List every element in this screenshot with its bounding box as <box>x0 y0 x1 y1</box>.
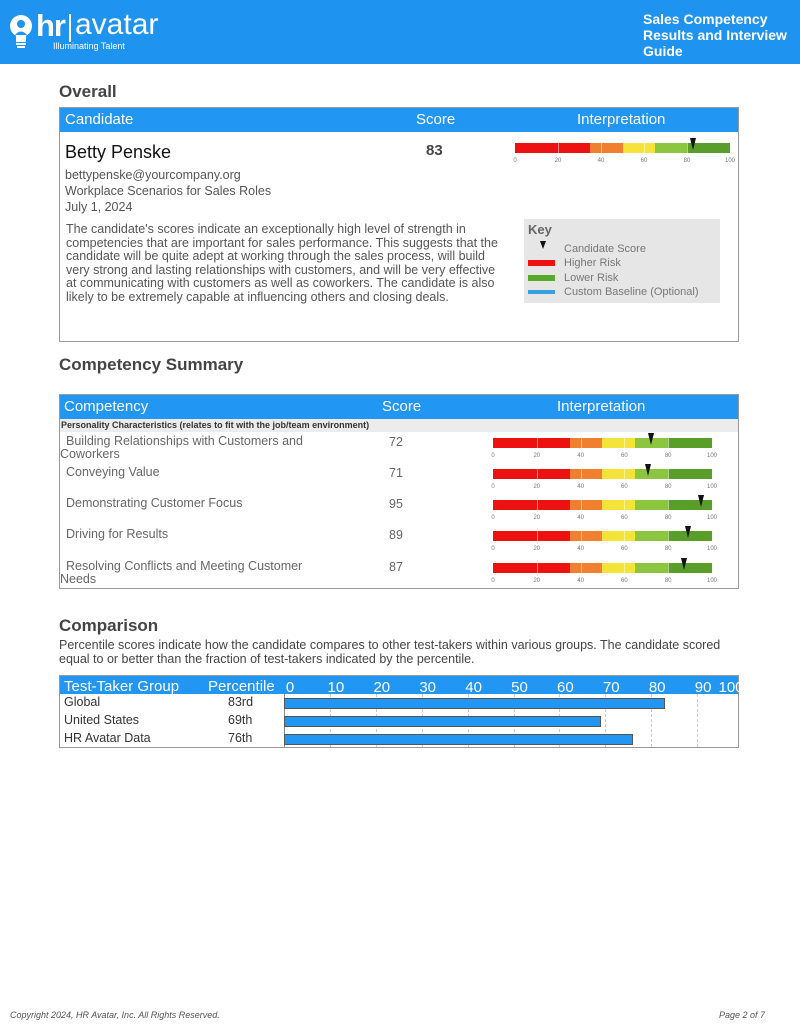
gauge-tick-label: 20 <box>533 515 541 521</box>
column-score: Score <box>416 111 456 128</box>
gauge-band <box>570 531 603 541</box>
gauge-tick <box>537 469 538 479</box>
gauge-tick-label: 100 <box>706 546 718 552</box>
gauge-tick-label: 0 <box>491 546 495 552</box>
gauge-tick-label: 60 <box>621 484 628 490</box>
page-header <box>0 0 800 64</box>
gauge-tick-label: 60 <box>621 515 628 521</box>
overall-box <box>59 107 739 342</box>
competency-score: 87 <box>389 560 403 574</box>
logo-tagline: Illuminating Talent <box>53 41 125 51</box>
percentile-axis-label: 30 <box>419 679 437 696</box>
percentile-axis-label: 50 <box>511 679 528 696</box>
competency-score: 72 <box>389 435 403 449</box>
gauge-tick-label: 20 <box>533 453 541 459</box>
percentile-axis-label: 90 <box>694 679 712 696</box>
comparison-table-header <box>60 676 744 696</box>
gauge-band <box>635 469 668 479</box>
competency-score: 95 <box>389 497 403 511</box>
overall-section-title: Overall <box>59 82 117 101</box>
competency-name: Demonstrating Customer Focus <box>66 496 243 510</box>
gauge-tick <box>537 563 538 573</box>
percentile-axis-label: 80 <box>648 679 666 696</box>
percentile-bar <box>284 716 601 727</box>
gauge-bar <box>493 531 712 541</box>
gauge-tick-label: 60 <box>640 158 648 164</box>
percentile-axis-label: 20 <box>373 679 391 696</box>
competency-table-header <box>60 395 738 419</box>
percentile-axis-label: 0 <box>285 679 295 696</box>
gauge-band <box>493 500 570 510</box>
gauge-band <box>570 500 603 510</box>
gauge-tick-label: 80 <box>664 484 672 490</box>
gauge-band <box>668 438 712 448</box>
gauge-bar <box>493 469 712 479</box>
competency-name: Driving for Results <box>66 527 169 541</box>
gauge-band <box>668 500 712 510</box>
competency-name: Conveying Value <box>66 465 160 479</box>
gauge-tick <box>624 531 625 541</box>
percentile-gridline <box>697 694 698 747</box>
gauge-tick <box>624 500 625 510</box>
score-marker <box>645 464 651 476</box>
gauge-tick-label: 20 <box>554 158 562 164</box>
gauge-tick-label: 0 <box>491 515 495 521</box>
gauge-band <box>602 563 635 573</box>
gauge-tick <box>537 438 538 448</box>
percentile-axis-label: 100 <box>718 679 744 696</box>
competency-score: 89 <box>389 528 403 542</box>
key-lower-risk: Lower Risk <box>564 272 619 284</box>
gauge-tick <box>581 500 582 510</box>
gauge-band <box>590 143 622 153</box>
gauge-tick-label: 0 <box>513 158 517 164</box>
candidate-score: 83 <box>426 142 443 159</box>
gauge-band <box>493 531 570 541</box>
logo-avatar-text: avatar <box>75 8 159 41</box>
percentile-axis-label: 60 <box>557 679 574 696</box>
key-title: Key <box>528 222 552 237</box>
custom-baseline-swatch <box>528 290 555 294</box>
test-taker-group: HR Avatar Data <box>64 731 151 745</box>
gauge-tick-label: 40 <box>577 546 584 552</box>
hr-avatar-logo <box>6 8 159 56</box>
competency-box <box>59 394 739 589</box>
gauge-tick <box>644 143 645 153</box>
lower-risk-swatch <box>528 275 555 281</box>
gauge-tick-label: 100 <box>706 484 718 490</box>
overall-interpretation-text: The candidate's scores indicate an exceptionally high level of strength in competencies that are important for sales performance. This suggests that the candidate will be quite adept at working through the sales process, will build very strong and lasting relationships with customers, and will be very effective at communicating with customers as well as coworkers. The candidate is also likely to be extremely capable at influencing others and closing deals. <box>66 222 498 304</box>
percentile-axis-label: 70 <box>602 679 620 696</box>
score-marker <box>681 558 687 570</box>
gauge-tick-label: 80 <box>664 515 672 521</box>
gauge-bar <box>493 563 712 573</box>
gauge-tick-label: 40 <box>597 158 605 164</box>
gauge-band <box>602 469 635 479</box>
gauge-tick-label: 40 <box>577 578 584 584</box>
higher-risk-swatch <box>528 260 555 266</box>
gauge-band <box>570 563 603 573</box>
percentile-value: 83rd <box>228 695 254 709</box>
competency-name: Resolving Conflicts and Meeting Customer Needs <box>60 559 303 586</box>
gauge-tick <box>581 531 582 541</box>
competency-section-title: Competency Summary <box>59 355 244 374</box>
gauge-tick-label: 100 <box>706 453 718 459</box>
gauge-tick <box>537 500 538 510</box>
gauge-tick-label: 80 <box>664 453 672 459</box>
gauge-tick-label: 60 <box>621 578 628 584</box>
key-higher-risk: Higher Risk <box>564 257 621 269</box>
gauge-band <box>635 563 668 573</box>
gauge-band <box>493 563 570 573</box>
legend-key <box>524 219 720 303</box>
competency-group-header <box>60 419 738 432</box>
column-competency: Competency <box>64 398 149 415</box>
gauge-bar <box>515 143 730 153</box>
gauge-bar <box>493 500 712 510</box>
copyright-footer: Copyright 2024, HR Avatar, Inc. All Rights Reserved. <box>10 1010 220 1020</box>
gauge-band <box>602 531 635 541</box>
document-title: Sales Competency Results and Interview Guide <box>643 11 787 59</box>
gauge-band <box>635 531 668 541</box>
comparison-description: Percentile scores indicate how the candidate compares to other test-takers within various groups. The candidate scored equal to or better than the fraction of test-takers indicated by the percentile. <box>59 638 721 666</box>
gauge-band <box>655 143 687 153</box>
candidate-email: bettypenske@yourcompany.org <box>65 168 241 182</box>
competency-score: 71 <box>389 466 403 480</box>
gauge-tick-label: 20 <box>533 484 541 490</box>
gauge-band <box>493 469 570 479</box>
gauge-tick-label: 80 <box>664 578 672 584</box>
page-number: Page 2 of 7 <box>719 1010 766 1020</box>
score-marker <box>690 138 696 150</box>
overall-table-header <box>60 108 738 132</box>
gauge-band <box>668 469 712 479</box>
gauge-tick-label: 100 <box>706 578 718 584</box>
column-percentile: Percentile <box>208 678 275 695</box>
gauge-tick <box>537 531 538 541</box>
column-interpretation: Interpretation <box>557 398 646 415</box>
gauge-tick-label: 60 <box>621 546 628 552</box>
score-marker <box>648 433 654 445</box>
column-score: Score <box>382 398 422 415</box>
gauge-tick <box>581 469 582 479</box>
gauge-tick <box>687 143 688 153</box>
gauge-tick <box>668 469 669 479</box>
percentile-bar <box>284 734 633 745</box>
gauge-tick-label: 100 <box>724 158 736 164</box>
gauge-tick-label: 0 <box>491 578 495 584</box>
gauge-band <box>602 500 635 510</box>
gauge-tick <box>668 531 669 541</box>
gauge-tick <box>581 438 582 448</box>
gauge-tick <box>601 143 602 153</box>
gauge-tick-label: 40 <box>577 484 584 490</box>
gauge-band <box>570 469 603 479</box>
competency-name: Building Relationships with Customers and Coworkers <box>60 434 303 461</box>
test-taker-group: United States <box>64 713 140 727</box>
logo-separator <box>69 14 71 42</box>
test-date: July 1, 2024 <box>65 200 133 214</box>
gauge-tick <box>624 438 625 448</box>
gauge-band <box>493 438 570 448</box>
gauge-tick <box>624 469 625 479</box>
gauge-tick-label: 80 <box>664 546 672 552</box>
gauge-band <box>515 143 590 153</box>
key-candidate-score: Candidate Score <box>564 243 646 255</box>
score-marker <box>698 495 704 507</box>
column-interpretation: Interpretation <box>577 111 666 128</box>
gauge-band <box>602 438 635 448</box>
gauge-band <box>668 563 712 573</box>
gauge-tick-label: 20 <box>533 546 541 552</box>
score-marker <box>685 526 691 538</box>
test-name: Workplace Scenarios for Sales Roles <box>65 184 272 198</box>
test-taker-group: Global <box>64 695 101 709</box>
gauge-tick-label: 0 <box>491 453 495 459</box>
gauge-tick <box>668 500 669 510</box>
gauge-band <box>623 143 655 153</box>
percentile-value: 76th <box>228 731 253 745</box>
gauge-tick <box>624 563 625 573</box>
candidate-score-marker-icon <box>540 241 546 249</box>
percentile-axis-label: 40 <box>465 679 482 696</box>
key-custom-baseline: Custom Baseline (Optional) <box>564 286 699 298</box>
percentile-bar <box>284 698 665 709</box>
gauge-tick <box>558 143 559 153</box>
gauge-tick-label: 20 <box>533 578 541 584</box>
comparison-box <box>59 675 744 748</box>
logo-hr-text: hr <box>36 8 65 43</box>
gauge-tick-label: 40 <box>577 515 584 521</box>
comparison-section-title: Comparison <box>59 616 159 635</box>
competency-group-label: Personality Characteristics (relates to fit with the job/team environment) <box>61 420 370 430</box>
gauge-tick <box>668 438 669 448</box>
gauge-band <box>570 438 603 448</box>
column-candidate: Candidate <box>65 111 134 128</box>
gauge-tick-label: 100 <box>706 515 718 521</box>
gauge-tick-label: 80 <box>683 158 691 164</box>
lightbulb-icon <box>8 13 34 51</box>
gauge-band <box>635 500 668 510</box>
gauge-tick-label: 60 <box>621 453 628 459</box>
gauge-bar <box>493 438 712 448</box>
column-test-taker-group: Test-Taker Group <box>64 678 180 695</box>
gauge-tick-label: 0 <box>491 484 495 490</box>
gauge-tick <box>581 563 582 573</box>
percentile-value: 69th <box>228 713 253 727</box>
candidate-name: Betty Penske <box>65 142 172 162</box>
gauge-tick <box>668 563 669 573</box>
gauge-tick-label: 40 <box>577 453 584 459</box>
percentile-axis-label: 10 <box>327 679 345 696</box>
